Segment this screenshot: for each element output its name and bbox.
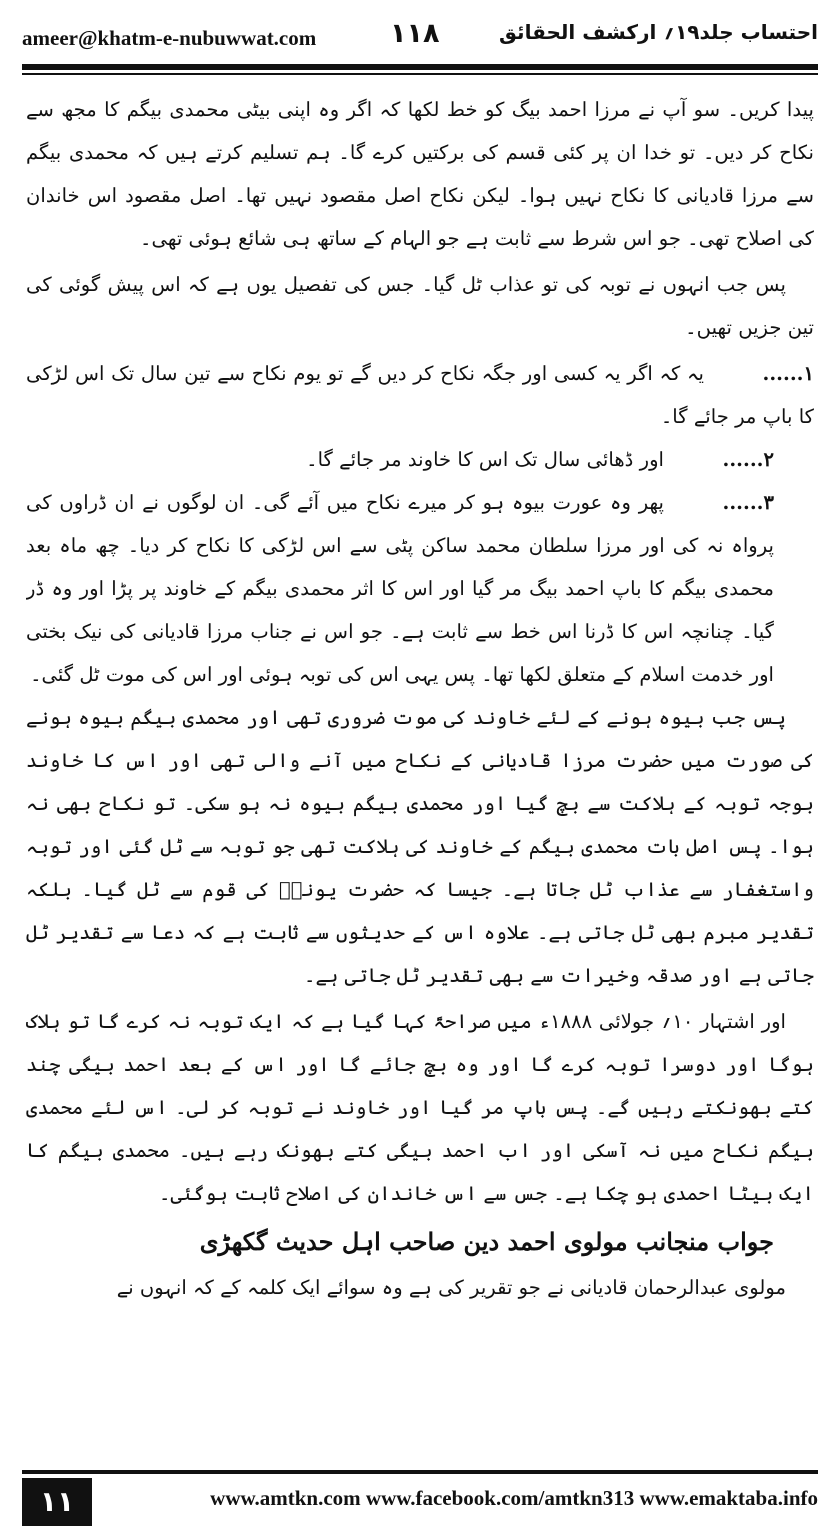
list-item-2-number: ۲...... <box>722 448 774 471</box>
page-header <box>22 12 818 58</box>
header-page-number: ۱۱۸ <box>390 18 440 49</box>
footer-urls[interactable]: www.amtkn.com www.facebook.com/amtkn313 www.emaktaba.info <box>210 1486 818 1510</box>
list-item-3-number: ۳...... <box>722 491 774 514</box>
list-item-2-text: اور ڈھائی سال تک اس کا خاوند مر جائے گا۔ <box>306 448 664 471</box>
footer-page-number: ۱۱ <box>22 1478 92 1526</box>
header-rule-thin <box>22 73 818 75</box>
list-item-2 <box>26 438 814 481</box>
paragraph-5: مولوی عبدالرحمان قادیانی نے جو تقریر کی ہے وہ سوائے ایک کلمہ کے کہ انہوں نے <box>116 1276 786 1299</box>
paragraph-3: پس جب بیوہ ہونے کے لئے خاوند کی موت ضروری تھی اور محمدی بیگم بیوہ ہونے کی صورت میں حضرت مرزا قادیانی کے نکاح میں آنے والی تھی اور اس کا خاوند بوجہ توبہ کے ہلاکت سے بچ گیا اور محمدی بیگم بیوہ نہ ہو سکی۔ تو نکاح بھی نہ ہوا۔ پس اصل بات محمدی بیگم کے خاوند کی ہلاکت تھی جو توبہ سے ٹل گئی اور توبہ واستغفار سے عذاب ٹل جاتا ہے۔ جیسا کہ حضرت یونسؑ کی قوم سے ٹل گیا۔ بلکہ تقدیر مبرم بھی ٹل جاتی ہے۔ علاوہ اس کے حدیثوں سے ثابت ہے کہ دعا سے تقدیر ٹل جاتی ہے اور صدقہ وخیرات سے بھی تقدیر ٹل جاتی ہے۔ <box>26 706 814 987</box>
list-item-3-text: پھر وہ عورت بیوہ ہو کر میرے نکاح میں آئے گی۔ ان لوگوں نے ان ڈراوں کی پرواہ نہ کی اور مرزا سلطان محمد ساکن پٹی سے اس لڑکی کا نکاح کر دیا۔ چھ ماہ بعد محمدی بیگم کا باپ احمد بیگ مر گیا اور اس کا اثر محمدی بیگم کے خاوند پر پڑا اور وہ ڈر گیا۔ چنانچہ اس کا ڈرنا اس خط سے ثابت ہے۔ جو اس نے جناب مرزا قادیانی کی نیک بختی اور خدمت اسلام کے متعلق لکھا تھا۔ پس یہی اس کی توبہ ہوئی اور اس کی موت ٹل گئی۔ <box>26 491 774 686</box>
list-item-3 <box>26 481 814 696</box>
list-item-1-number: ۱...... <box>762 362 814 385</box>
paragraph-1: پیدا کریں۔ سو آپ نے مرزا احمد بیگ کو خط لکھا کہ اگر وہ اپنی بیٹی محمدی بیگم کا مجھ سے نکاح کر دیں۔ تو خدا ان پر کئی قسم کی برکتیں کرے گا۔ ہم تسلیم کرتے ہیں کہ محمدی بیگم سے مرزا قادیانی کا نکاح نہیں ہوا۔ لیکن نکاح اصل مقصود نہیں تھا۔ اصل مقصود اس خاندان کی اصلاح تھی۔ جو اس شرط سے ثابت ہے جو الہام کے ساتھ ہی شائع ہوئی تھی۔ <box>26 98 814 250</box>
list-item-1 <box>26 352 814 438</box>
footer-rule <box>22 1470 818 1474</box>
header-rule-thick <box>22 64 818 70</box>
paragraph-2: پس جب انہوں نے توبہ کی تو عذاب ٹل گیا۔ جس کی تفصیل یوں ہے کہ اس پیش گوئی کی تین جزیں تھیں۔ <box>26 273 814 339</box>
paragraph-4: اور اشتہار ۱۰؍ جولائی ۱۸۸۸ء میں صراحۃً کہا گیا ہے کہ ایک توبہ نہ کرے گا تو ہلاک ہوگا اور دوسرا توبہ کرے گا اور وہ بچ جائے گا اور اس کے بعد احمد بیگی چند کتے بھونکتے رہیں گے۔ پس باپ مر گیا اور خاوند نے توبہ کر لی۔ اس لئے محمدی بیگم نکاح میں نہ آسکی اور اب احمد بیگی کتے بھونک رہے ہیں۔ محمدی بیگم کا ایک بیٹا احمدی ہو چکا ہے۔ جس سے اس خاندان کی اصلاح ثابت ہوگئی۔ <box>26 1010 814 1205</box>
section-heading: جواب منجانب مولوی احمد دین صاحب اہل حدیث گکھڑی <box>199 1227 774 1256</box>
header-book-title: احتساب جلد۱۹؍ ارکشف الحقائق <box>499 20 818 44</box>
header-email[interactable]: ameer@khatm-e-nubuwwat.com <box>22 26 317 50</box>
page-body <box>26 88 814 1448</box>
list-item-1-text: یہ کہ اگر یہ کسی اور جگہ نکاح کر دیں گے تو یوم نکاح سے تین سال تک اس لڑکی کا باپ مر جائے گا۔ <box>26 362 814 428</box>
page-footer <box>22 1470 818 1532</box>
